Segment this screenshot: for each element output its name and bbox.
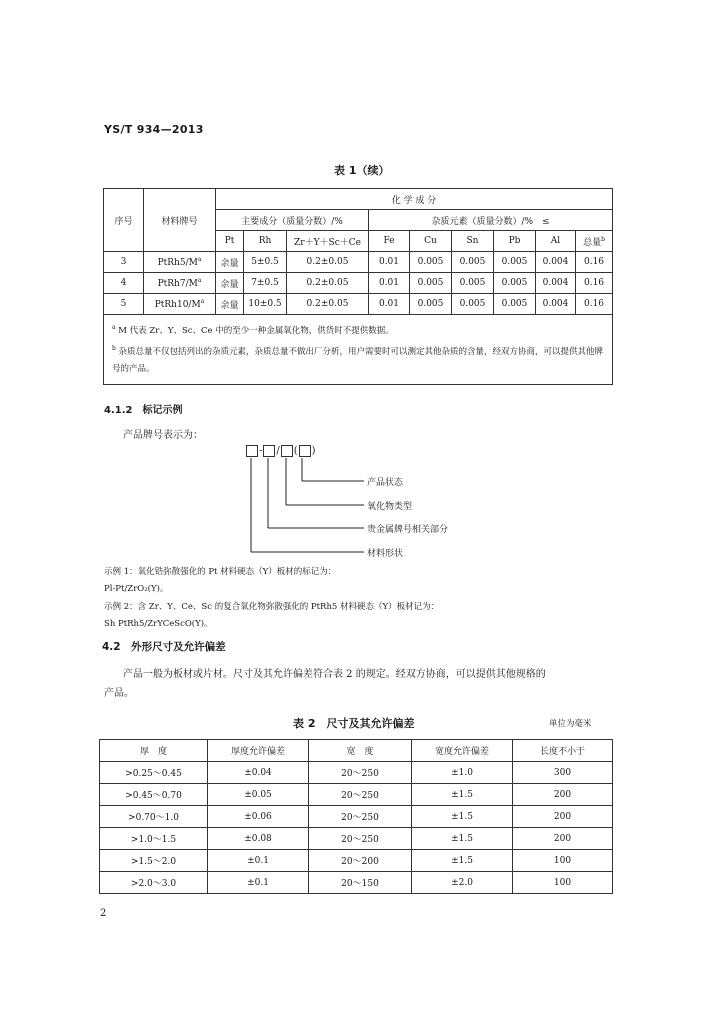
- col-al: Al: [536, 231, 576, 252]
- header-width: 宽 度: [309, 740, 412, 762]
- table-row: [100, 828, 613, 850]
- header-seq: 序号: [104, 189, 144, 252]
- standard-number: YS/T 934—2013: [104, 123, 204, 136]
- cell: 0.004: [536, 252, 576, 273]
- cell: 20～200: [309, 850, 412, 872]
- cell: 0.2±0.05: [287, 252, 369, 273]
- col-pt: Pt: [216, 231, 244, 252]
- cell: ±0.08: [208, 828, 309, 850]
- section-4-2-para-line2: 产品。: [104, 688, 134, 699]
- cell: 0.005: [410, 294, 452, 315]
- cell: $PtRh5/M^a$: [144, 252, 216, 273]
- cell: 0.01: [369, 273, 410, 294]
- example-2: 示例 2：含 Zr、Y、Ce、Sc 的复合氧化物弥散强化的 PtRh5 材料硬态（Y）板材记为：: [104, 602, 440, 612]
- section-4-2-para-line1: 产品一般为板材或片材。尺寸及其允许偏差符合表 2 的规定。经双方协商，可以提供其他规格的: [123, 669, 546, 680]
- cell: >0.25～0.45: [100, 762, 208, 784]
- col-cu: Cu: [410, 231, 452, 252]
- cell: 0.2±0.05: [287, 273, 369, 294]
- cell: ±0.05: [208, 784, 309, 806]
- cell: ±1.5: [412, 828, 513, 850]
- header-width-tol: 宽度允许偏差: [412, 740, 513, 762]
- table1-notes: $^a$ M 代表 Zr、Y、Sc、Ce 中的至少一种金属氧化物，供货时不提供数据。 $^b$ 杂质总量不仅包括列出的杂质元素，杂质总量不做出厂分析，用户需要时可以测定其他杂质的含量，经双方协商，可以提供其他牌号的产品。: [104, 315, 613, 385]
- col-pb: Pb: [494, 231, 536, 252]
- example-1-code: Pl-Pt/ZrO₂(Y)。: [104, 584, 169, 594]
- table-row: [100, 806, 613, 828]
- cell: >2.0～3.0: [100, 872, 208, 894]
- table-row: [104, 252, 613, 273]
- label-material-shape: 材料形状: [367, 549, 404, 559]
- cell: $PtRh10/M^a$: [144, 294, 216, 315]
- col-total: 总量$^b$: [576, 231, 613, 252]
- cell: 0.16: [576, 294, 613, 315]
- cell: ±0.06: [208, 806, 309, 828]
- cell: 5: [104, 294, 144, 315]
- cell: 0.01: [369, 252, 410, 273]
- table2-caption: 表 2 尺寸及其允许偏差: [293, 717, 415, 730]
- header-thickness-tol: 厚度允许偏差: [208, 740, 309, 762]
- cell: 0.005: [410, 252, 452, 273]
- table2: [99, 739, 613, 894]
- col-fe: Fe: [369, 231, 410, 252]
- cell: 0.005: [494, 252, 536, 273]
- table-row: [100, 762, 613, 784]
- cell: ±0.1: [208, 872, 309, 894]
- col-rh: Rh: [244, 231, 287, 252]
- example-1: 示例 1：氧化锆弥散强化的 Pt 材料硬态（Y）板材的标记为：: [104, 567, 337, 577]
- cell: ±1.5: [412, 784, 513, 806]
- cell: 200: [513, 828, 613, 850]
- cell: 0.005: [452, 294, 494, 315]
- page-number: 2: [100, 908, 107, 919]
- cell: ±1.5: [412, 850, 513, 872]
- cell: >0.45～0.70: [100, 784, 208, 806]
- cell: >1.5～2.0: [100, 850, 208, 872]
- cell: 余量: [216, 294, 244, 315]
- cell: 20～250: [309, 784, 412, 806]
- cell: 0.004: [536, 294, 576, 315]
- cell: ±1.5: [412, 806, 513, 828]
- cell: ±1.0: [412, 762, 513, 784]
- header-impurity: 杂质元素（质量分数）/% ≤: [369, 210, 613, 231]
- cell: 0.005: [452, 273, 494, 294]
- cell: 10±0.5: [244, 294, 287, 315]
- table1-caption: 表 1（续）: [334, 164, 390, 177]
- cell: >0.70～1.0: [100, 806, 208, 828]
- label-oxide-type: 氧化物类型: [367, 502, 413, 512]
- cell: 余量: [216, 252, 244, 273]
- table-row: [100, 872, 613, 894]
- table-row: [100, 850, 613, 872]
- marking-diagram-lines: [240, 455, 370, 561]
- table1: [103, 188, 613, 385]
- table-row: [104, 273, 613, 294]
- cell: 20～150: [309, 872, 412, 894]
- col-zryscce: Zr＋Y＋Sc＋Ce: [287, 231, 369, 252]
- cell: 4: [104, 273, 144, 294]
- cell: >1.0～1.5: [100, 828, 208, 850]
- cell: 100: [513, 850, 613, 872]
- label-precious-metal: 贵金属牌号相关部分: [367, 525, 449, 535]
- header-thickness: 厚 度: [100, 740, 208, 762]
- cell: 0.005: [494, 294, 536, 315]
- table2-unit: 单位为毫米: [549, 719, 592, 729]
- cell: 200: [513, 806, 613, 828]
- cell: 余量: [216, 273, 244, 294]
- cell: 0.005: [452, 252, 494, 273]
- marking-diagram-code: - / ( ): [245, 445, 316, 458]
- cell: 0.16: [576, 252, 613, 273]
- cell: 0.004: [536, 273, 576, 294]
- cell: ±2.0: [412, 872, 513, 894]
- cell: 300: [513, 762, 613, 784]
- label-product-state: 产品状态: [367, 478, 404, 488]
- cell: 0.16: [576, 273, 613, 294]
- cell: 5±0.5: [244, 252, 287, 273]
- cell: 0.2±0.05: [287, 294, 369, 315]
- cell: $PtRh7/M^a$: [144, 273, 216, 294]
- cell: 0.01: [369, 294, 410, 315]
- cell: 200: [513, 784, 613, 806]
- table-row: [100, 784, 613, 806]
- cell: 20～250: [309, 828, 412, 850]
- section-heading-4-2: 4.2 外形尺寸及允许偏差: [102, 641, 226, 653]
- header-main: 主要成分（质量分数）/%: [216, 210, 369, 231]
- cell: 100: [513, 872, 613, 894]
- col-sn: Sn: [452, 231, 494, 252]
- header-chem: 化 学 成 分: [216, 189, 613, 210]
- cell: ±0.1: [208, 850, 309, 872]
- header-material: 材料牌号: [144, 189, 216, 252]
- section-heading-4-1-2: 4.1.2 标记示例: [104, 405, 183, 416]
- cell: 0.005: [494, 273, 536, 294]
- header-min-length: 长度不小于: [513, 740, 613, 762]
- cell: 20～250: [309, 806, 412, 828]
- cell: 3: [104, 252, 144, 273]
- marking-intro: 产品牌号表示为：: [123, 430, 203, 441]
- cell: 0.005: [410, 273, 452, 294]
- table-row: [104, 294, 613, 315]
- cell: ±0.04: [208, 762, 309, 784]
- cell: 7±0.5: [244, 273, 287, 294]
- example-2-code: Sh PtRh5/ZrYCeScO(Y)。: [104, 619, 213, 629]
- cell: 20～250: [309, 762, 412, 784]
